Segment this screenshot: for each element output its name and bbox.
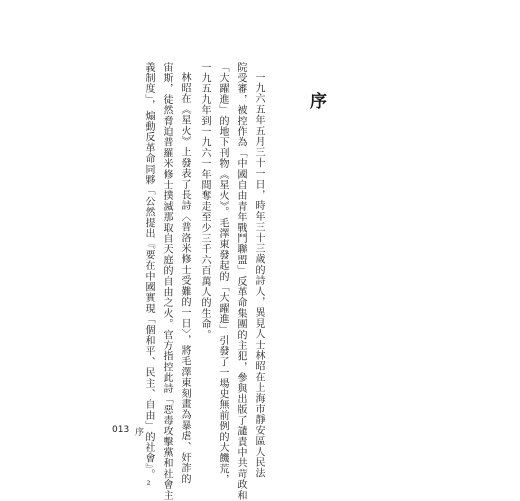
text-column: 院受審，被控作為「中國自由青年戰鬥聯盟」反革命集團的主犯，參與出版了譴責中共苛政和 [235, 62, 246, 501]
page-number: 013 [112, 425, 130, 435]
running-header-label: 序 [135, 428, 145, 438]
text-column: 宙斯，徒然脅迫普羅米修士撲滅那取自天庭的自由之火。官方指控此詩「惡毒攻擊黨和社會主 [161, 62, 172, 501]
text-column: 一九六五年五月三十一日，時年三十三歲的詩人，異見人士林昭在上海市靜安區人民法 [253, 72, 264, 479]
text-column: 義制度」，煽動反革命同夥「公然提出『要在中國實現「個和平、民主、自由」的社會』。² [143, 62, 154, 492]
chapter-title: 序 [310, 92, 327, 112]
text-column: 林昭在《星火》上發表了長詩〈普洛米修士受難的一日〉，將毛澤東刻畫為暴虐、奸詐的 [179, 72, 190, 485]
text-column: 「大躍進」的地下刊物《星火》。毛澤東發起的「大躍進」引發了一場史無前例的大饑荒， [217, 62, 228, 485]
text-column: 一九五九年到一九六一年間奪走至少三千六百萬人的生命。 [199, 62, 210, 341]
